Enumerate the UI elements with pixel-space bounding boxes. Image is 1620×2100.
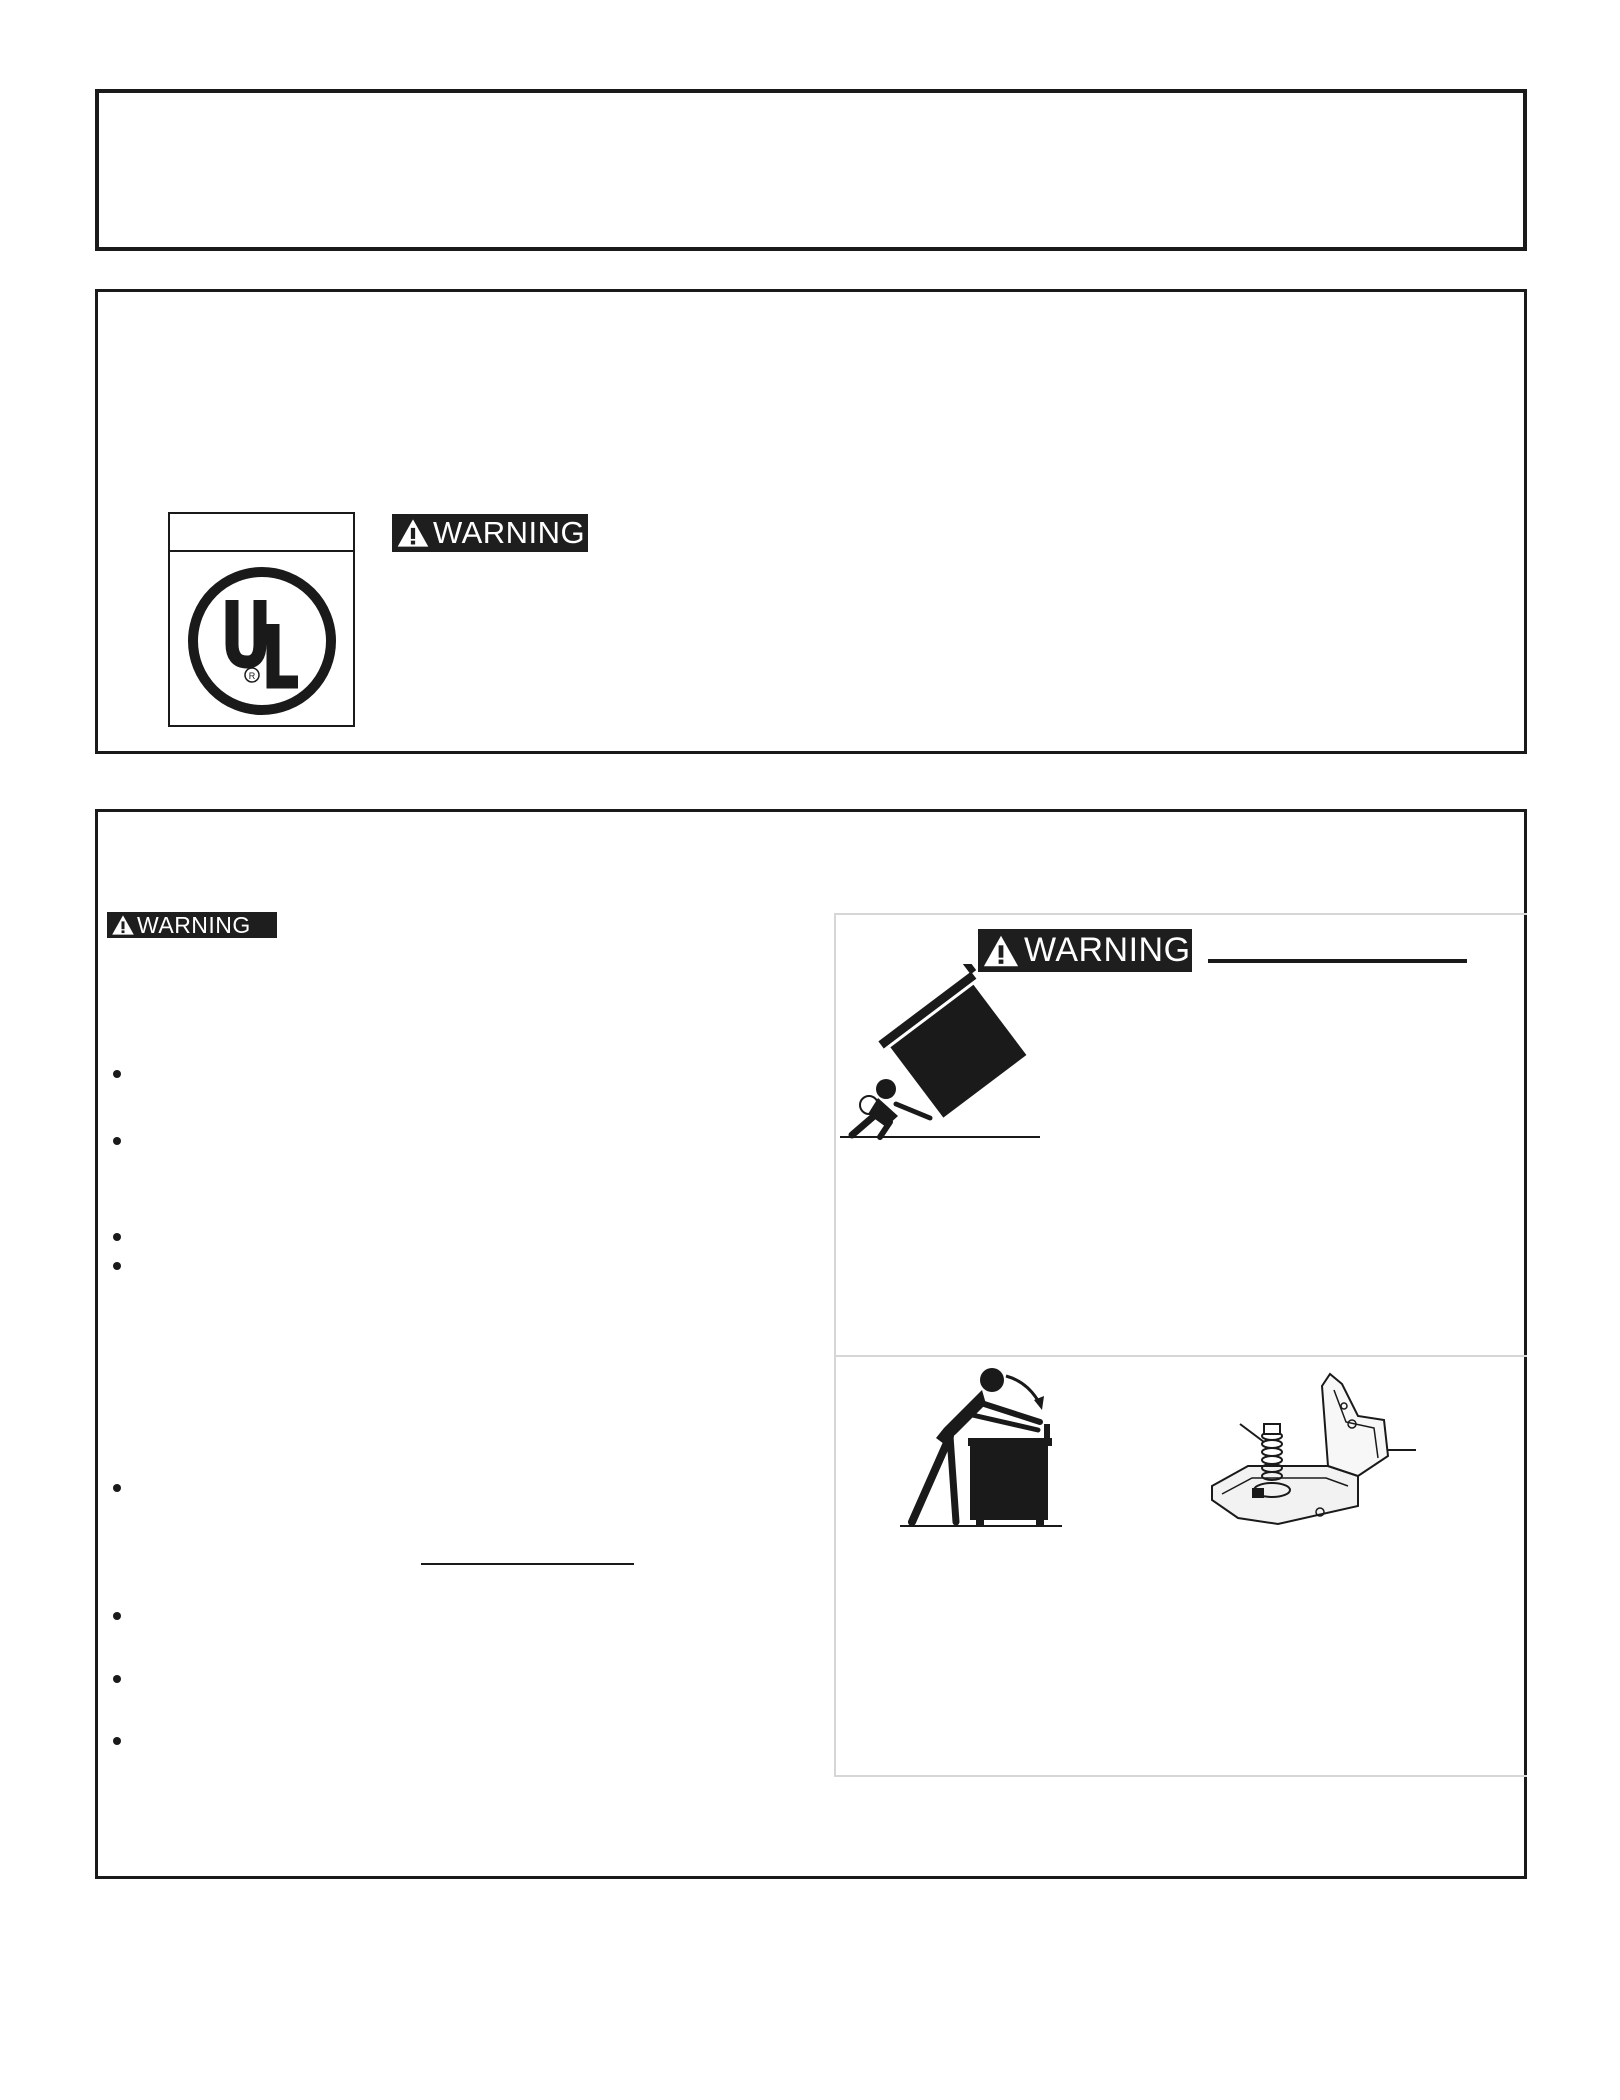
list-bullet: [113, 1612, 121, 1620]
tip-over-illustration: [838, 964, 1044, 1140]
check-anti-tip-illustration: [898, 1366, 1068, 1530]
warning-triangle-icon: [396, 517, 430, 549]
ul-mark-header: [170, 514, 353, 552]
warning-triangle-icon: [111, 914, 135, 936]
warning-badge-label: WARNING: [433, 515, 586, 550]
warning-badge-label: WARNING: [1024, 931, 1191, 969]
warning-badge-anti-tip: [107, 912, 277, 938]
heading-rule: [1208, 959, 1467, 963]
list-bullet: [113, 1737, 121, 1745]
ul-listing-mark: [168, 512, 355, 727]
list-bullet: [113, 1137, 121, 1145]
panel-divider: [834, 1355, 1527, 1357]
title-box: [95, 89, 1527, 251]
list-bullet: [113, 1262, 121, 1270]
list-bullet: [113, 1070, 121, 1078]
ul-registered-mark: R: [248, 671, 256, 681]
ul-logo-icon: [170, 552, 353, 727]
list-bullet: [113, 1233, 121, 1241]
list-bullet: [113, 1484, 121, 1492]
anti-tip-bracket-illustration: [1208, 1366, 1420, 1538]
warning-badge-safety: [392, 514, 588, 552]
list-bullet: [113, 1675, 121, 1683]
underline-rule: [421, 1563, 634, 1565]
warning-badge-label: WARNING: [137, 911, 251, 938]
